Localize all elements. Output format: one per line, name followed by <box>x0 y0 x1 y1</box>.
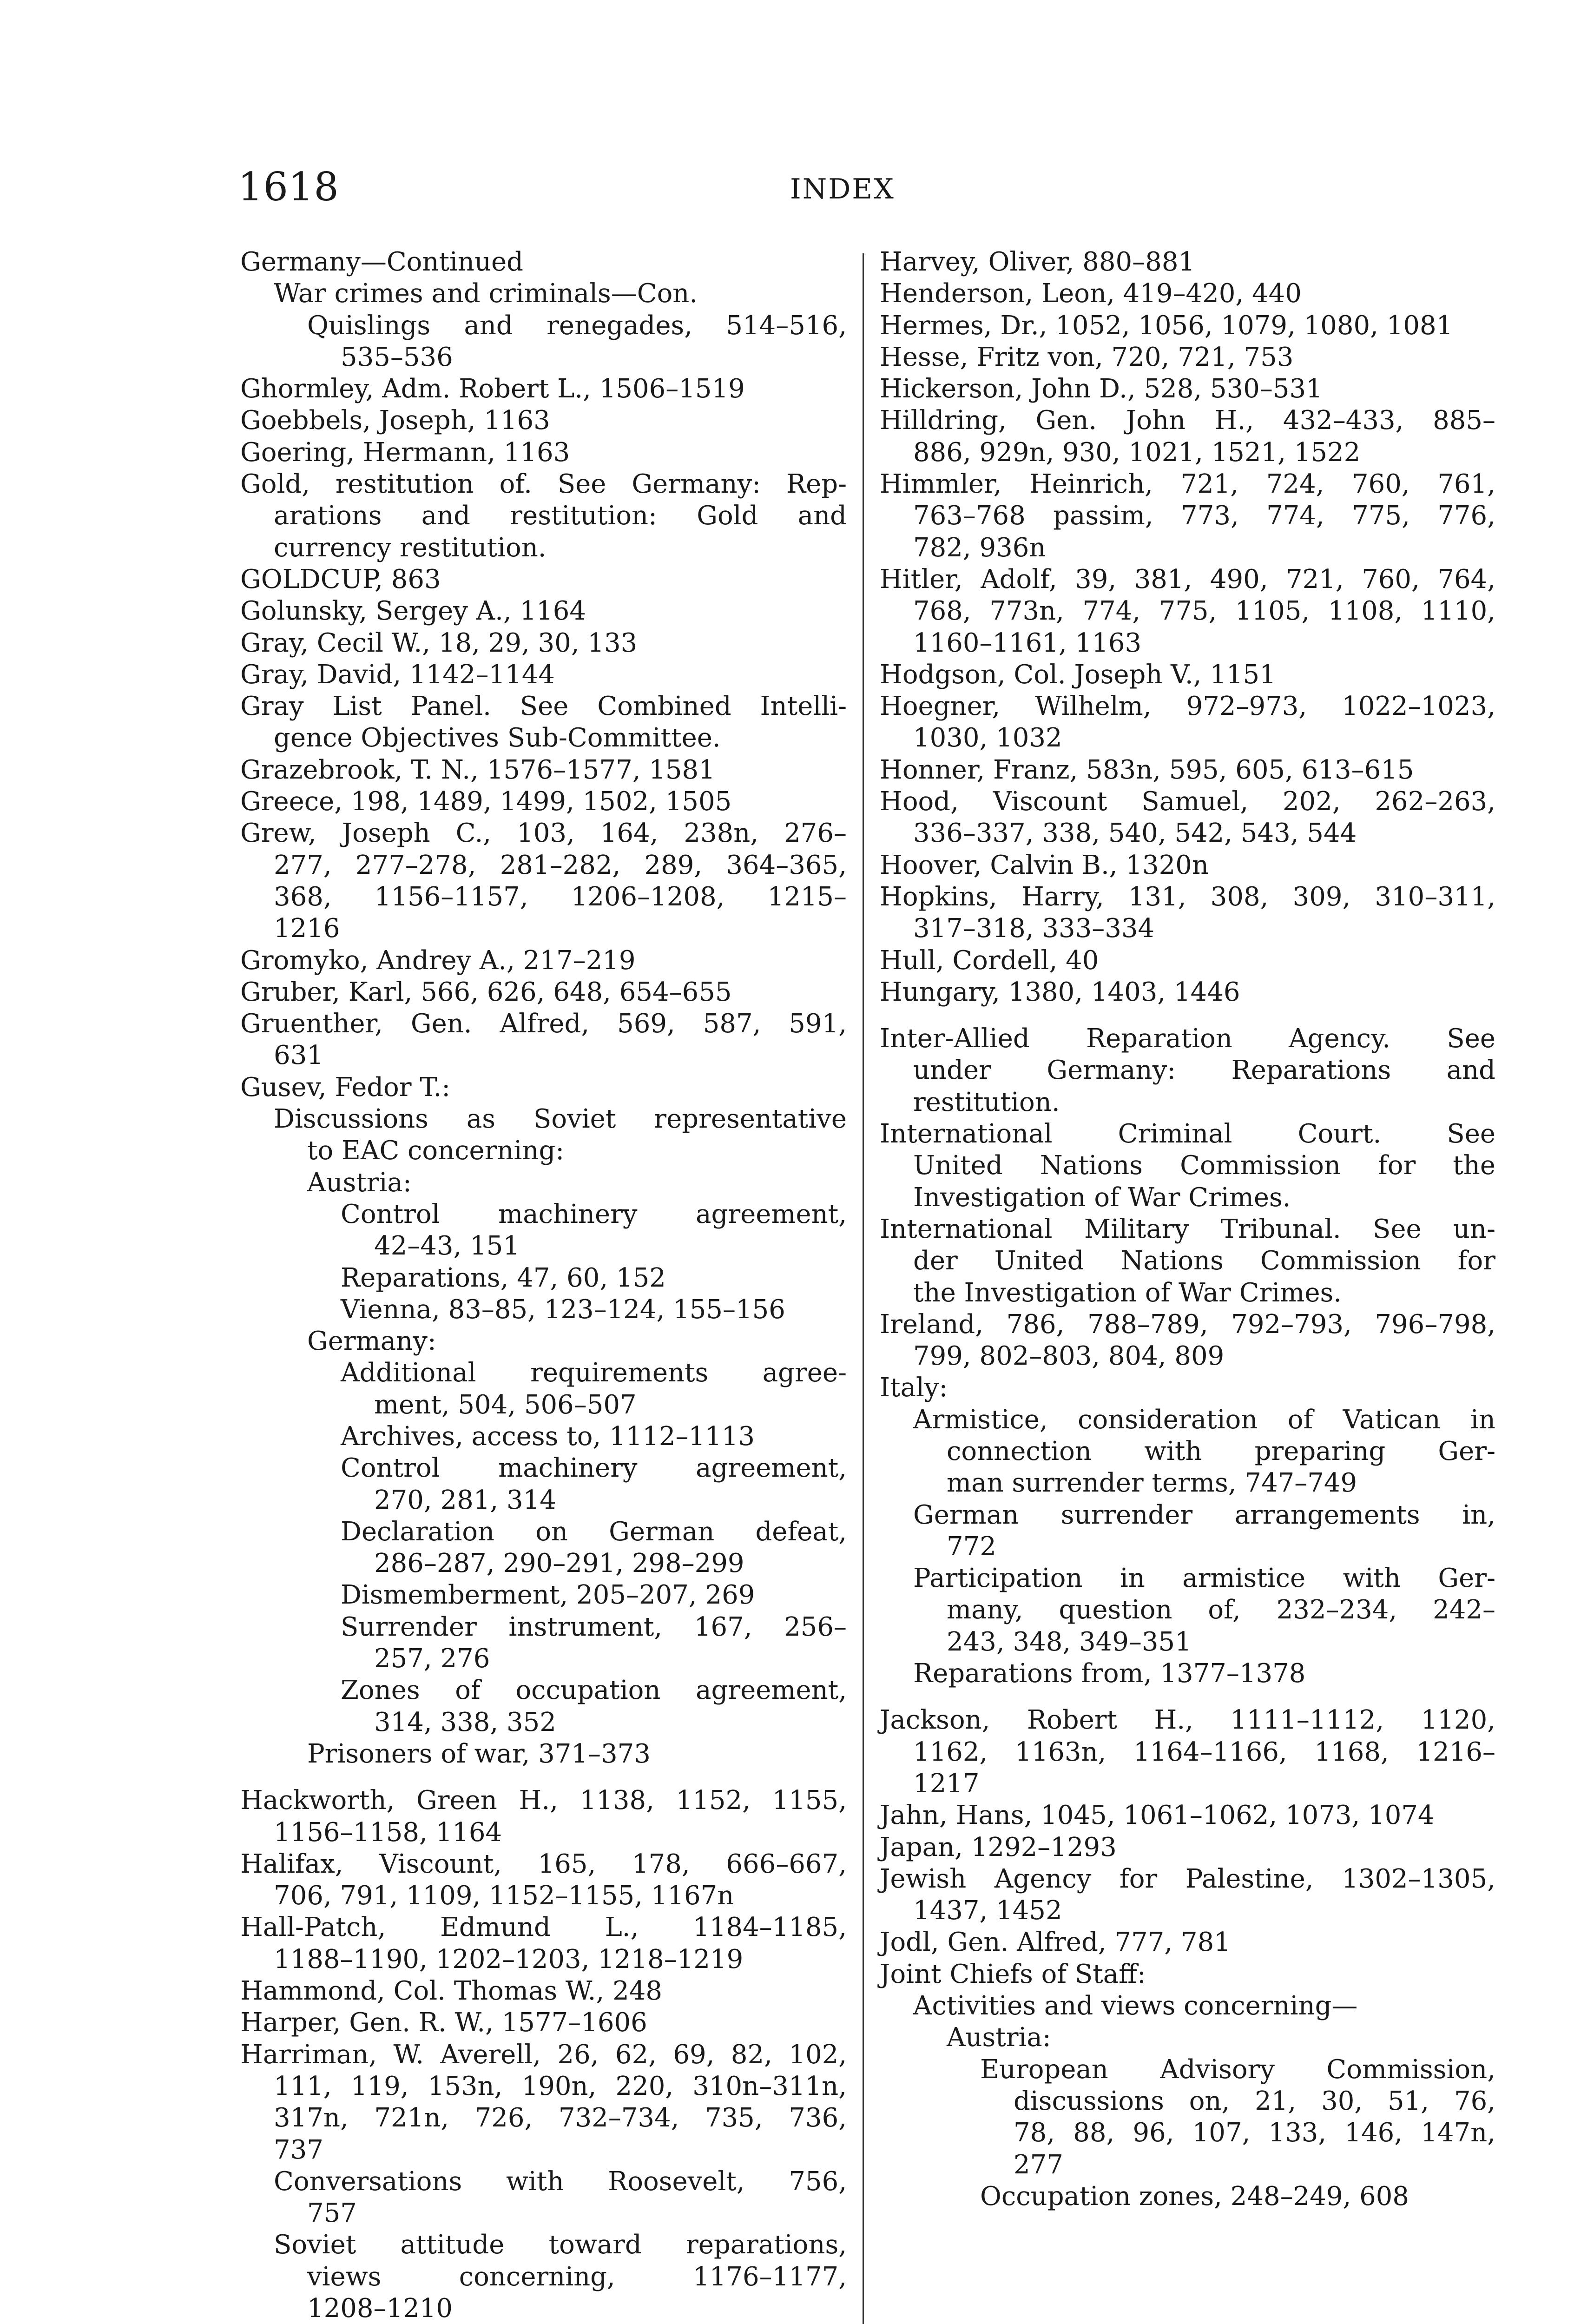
index-line: Himmler, Heinrich, 721, 724, 760, 761, <box>880 469 1495 500</box>
index-column-right <box>880 246 1495 2212</box>
index-line: Ghormley, Adm. Robert L., 1506–1519 <box>240 374 745 404</box>
index-line: 772 <box>947 1531 996 1562</box>
index-line: the Investigation of War Crimes. <box>913 1277 1342 1308</box>
index-line: under Germany: Reparations and <box>913 1055 1495 1086</box>
index-line: 1437, 1452 <box>913 1895 1062 1926</box>
index-line: Grew, Joseph C., 103, 164, 238n, 276– <box>240 818 847 849</box>
index-line: Activities and views concerning— <box>913 1991 1358 2021</box>
index-line: Occupation zones, 248–249, 608 <box>980 2181 1409 2212</box>
index-column-left <box>240 246 847 2324</box>
index-line: Dismemberment, 205–207, 269 <box>341 1580 755 1611</box>
index-line: Additional requirements agree- <box>341 1358 847 1388</box>
index-line: Discussions as Soviet representative <box>274 1104 847 1135</box>
index-line: Gromyko, Andrey A., 217–219 <box>240 945 636 976</box>
index-line: Participation in armistice with Ger- <box>913 1563 1495 1594</box>
index-line: Gruber, Karl, 566, 626, 648, 654–655 <box>240 977 732 1007</box>
index-line: Honner, Franz, 583n, 595, 605, 613–615 <box>880 754 1414 785</box>
index-line: Goering, Hermann, 1163 <box>240 437 570 468</box>
index-line: 317n, 721n, 726, 732–734, 735, 736, <box>274 2103 847 2133</box>
index-line: Hopkins, Harry, 131, 308, 309, 310–311, <box>880 881 1495 912</box>
index-line: man surrender terms, 747–749 <box>947 1468 1357 1499</box>
index-line: 1030, 1032 <box>913 723 1062 753</box>
entry-gap <box>880 1008 1495 1023</box>
index-line: Armistice, consideration of Vatican in <box>913 1404 1495 1435</box>
index-line: Gray List Panel. See Combined Intelli- <box>240 691 847 722</box>
index-line: 782, 936n <box>913 532 1046 563</box>
index-line: Gold, restitution of. See Germany: Rep- <box>240 469 847 500</box>
index-line: Conversations with Roosevelt, 756, <box>274 2166 847 2197</box>
index-line: Gray, David, 1142–1144 <box>240 659 555 690</box>
index-line: Jackson, Robert H., 1111–1112, 1120, <box>880 1705 1495 1736</box>
index-line: 763–768 passim, 773, 774, 775, 776, <box>913 501 1495 531</box>
index-line: Inter-Allied Reparation Agency. See <box>880 1023 1495 1054</box>
index-line: Austria: <box>947 2022 1051 2053</box>
index-line: 1160–1161, 1163 <box>913 627 1142 658</box>
index-line: 886, 929n, 930, 1021, 1521, 1522 <box>913 437 1361 468</box>
index-line: 257, 276 <box>374 1644 490 1674</box>
index-line: Hall-Patch, Edmund L., 1184–1185, <box>240 1912 847 1943</box>
index-line: Hackworth, Green H., 1138, 1152, 1155, <box>240 1785 847 1816</box>
index-line: Italy: <box>880 1373 948 1403</box>
index-line: 243, 348, 349–351 <box>947 1626 1192 1657</box>
index-line: Declaration on German defeat, <box>341 1516 847 1547</box>
index-line: Hitler, Adolf, 39, 381, 490, 721, 760, 764, <box>880 564 1495 594</box>
index-line: 1188–1190, 1202–1203, 1218–1219 <box>274 1944 744 1974</box>
index-line: Prisoners of war, 371–373 <box>307 1738 651 1769</box>
index-line: Halifax, Viscount, 165, 178, 666–667, <box>240 1849 847 1879</box>
index-line: Hesse, Fritz von, 720, 721, 753 <box>880 342 1294 372</box>
index-line: Soviet attitude toward reparations, <box>274 2230 847 2260</box>
index-line: many, question of, 232–234, 242– <box>947 1595 1495 1625</box>
index-line: gence Objectives Sub-Committee. <box>274 723 721 753</box>
index-line: Hoover, Calvin B., 1320n <box>880 850 1209 880</box>
index-line: 336–337, 338, 540, 542, 543, 544 <box>913 818 1357 849</box>
index-line: Vienna, 83–85, 123–124, 155–156 <box>341 1294 785 1325</box>
index-line: Surrender instrument, 167, 256– <box>341 1611 847 1642</box>
index-line: 42–43, 151 <box>374 1231 520 1261</box>
index-line: Investigation of War Crimes. <box>913 1182 1291 1213</box>
index-line: Harvey, Oliver, 880–881 <box>880 247 1195 277</box>
index-line: Hungary, 1380, 1403, 1446 <box>880 977 1240 1007</box>
index-line: Control machinery agreement, <box>341 1199 847 1229</box>
index-line: War crimes and criminals—Con. <box>274 278 698 309</box>
index-line: Gray, Cecil W., 18, 29, 30, 133 <box>240 627 638 658</box>
index-line: 1208–1210 <box>307 2293 453 2324</box>
index-line: 317–318, 333–334 <box>913 913 1155 944</box>
index-line: 1217 <box>913 1768 980 1799</box>
index-line: Control machinery agreement, <box>341 1453 847 1484</box>
index-line: 768, 773n, 774, 775, 1105, 1108, 1110, <box>913 596 1495 627</box>
index-line: Ireland, 786, 788–789, 792–793, 796–798, <box>880 1309 1495 1340</box>
column-divider <box>863 253 864 2324</box>
index-line: to EAC concerning: <box>307 1136 565 1166</box>
index-line: 799, 802–803, 804, 809 <box>913 1341 1225 1372</box>
index-line: Jahn, Hans, 1045, 1061–1062, 1073, 1074 <box>880 1800 1435 1831</box>
index-line: 286–287, 290–291, 298–299 <box>374 1548 744 1579</box>
index-line: arations and restitution: Gold and <box>274 501 847 531</box>
index-line: Germany: <box>307 1326 436 1357</box>
index-line: connection with preparing Ger- <box>947 1436 1495 1466</box>
index-line: restitution. <box>913 1087 1060 1117</box>
index-line: Hodgson, Col. Joseph V., 1151 <box>880 659 1276 690</box>
index-line: Henderson, Leon, 419–420, 440 <box>880 278 1302 309</box>
index-line: Japan, 1292–1293 <box>880 1832 1117 1862</box>
index-line: 1156–1158, 1164 <box>274 1817 502 1848</box>
index-line: 631 <box>274 1040 323 1071</box>
index-line: Hickerson, John D., 528, 530–531 <box>880 374 1323 404</box>
index-line: 270, 281, 314 <box>374 1485 556 1515</box>
index-line: Hood, Viscount Samuel, 202, 262–263, <box>880 786 1495 817</box>
index-line: 1216 <box>274 913 340 944</box>
index-line: 737 <box>274 2134 323 2165</box>
index-line: Gruenther, Gen. Alfred, 569, 587, 591, <box>240 1009 847 1039</box>
index-line: Hammond, Col. Thomas W., 248 <box>240 1976 662 2007</box>
index-line: 314, 338, 352 <box>374 1707 556 1737</box>
index-line: views concerning, 1176–1177, <box>307 2261 847 2292</box>
index-line: 277, 277–278, 281–282, 289, 364–365, <box>274 850 847 880</box>
index-line: 757 <box>307 2198 357 2229</box>
index-line: Jodl, Gen. Alfred, 777, 781 <box>880 1927 1231 1958</box>
index-line: United Nations Commission for the <box>913 1150 1495 1181</box>
index-line: 706, 791, 1109, 1152–1155, 1167n <box>274 1881 734 1911</box>
index-line: 368, 1156–1157, 1206–1208, 1215– <box>274 881 847 912</box>
index-line: GOLDCUP, 863 <box>240 564 441 594</box>
index-line: Gusev, Fedor T.: <box>240 1072 451 1103</box>
index-line: ment, 504, 506–507 <box>374 1389 637 1420</box>
index-line: German surrender arrangements in, <box>913 1499 1495 1530</box>
index-line: 277 <box>1014 2149 1063 2180</box>
index-line: Jewish Agency for Palestine, 1302–1305, <box>880 1863 1495 1894</box>
index-line: Germany—Continued <box>240 247 523 277</box>
index-line: Joint Chiefs of Staff: <box>880 1959 1146 1989</box>
index-line: Reparations from, 1377–1378 <box>913 1658 1306 1689</box>
index-line: 1162, 1163n, 1164–1166, 1168, 1216– <box>913 1736 1495 1767</box>
index-line: 78, 88, 96, 107, 133, 146, 147n, <box>1014 2118 1495 2148</box>
index-line: International Criminal Court. See <box>880 1119 1495 1149</box>
entry-gap <box>240 1770 847 1785</box>
index-line: Austria: <box>307 1167 412 1198</box>
index-line: European Advisory Commission, <box>980 2054 1495 2085</box>
index-line: Zones of occupation agreement, <box>341 1675 847 1706</box>
entry-gap <box>880 1690 1495 1704</box>
index-line: discussions on, 21, 30, 51, 76, <box>1014 2086 1495 2116</box>
index-line: Hoegner, Wilhelm, 972–973, 1022–1023, <box>880 691 1495 722</box>
index-line: Hilldring, Gen. John H., 432–433, 885– <box>880 405 1495 436</box>
index-line: Harper, Gen. R. W., 1577–1606 <box>240 2007 647 2038</box>
index-line: Hermes, Dr., 1052, 1056, 1079, 1080, 1081 <box>880 310 1453 341</box>
index-line: Goebbels, Joseph, 1163 <box>240 405 550 436</box>
running-head: INDEX <box>790 173 895 205</box>
index-line: der United Nations Commission for <box>913 1246 1495 1276</box>
page-number: 1618 <box>238 164 339 210</box>
index-line: Greece, 198, 1489, 1499, 1502, 1505 <box>240 786 732 817</box>
index-line: Harriman, W. Averell, 26, 62, 69, 82, 102, <box>240 2039 847 2070</box>
index-line: International Military Tribunal. See un- <box>880 1214 1495 1244</box>
index-line: Golunsky, Sergey A., 1164 <box>240 596 586 627</box>
index-line: 111, 119, 153n, 190n, 220, 310n–311n, <box>274 2071 847 2101</box>
index-line: Quislings and renegades, 514–516, <box>307 310 847 341</box>
index-line: Grazebrook, T. N., 1576–1577, 1581 <box>240 754 715 785</box>
index-line: Hull, Cordell, 40 <box>880 945 1099 976</box>
index-line: Archives, access to, 1112–1113 <box>341 1421 755 1452</box>
index-line: 535–536 <box>341 342 453 372</box>
index-line: currency restitution. <box>274 532 547 563</box>
index-line: Reparations, 47, 60, 152 <box>341 1262 666 1293</box>
